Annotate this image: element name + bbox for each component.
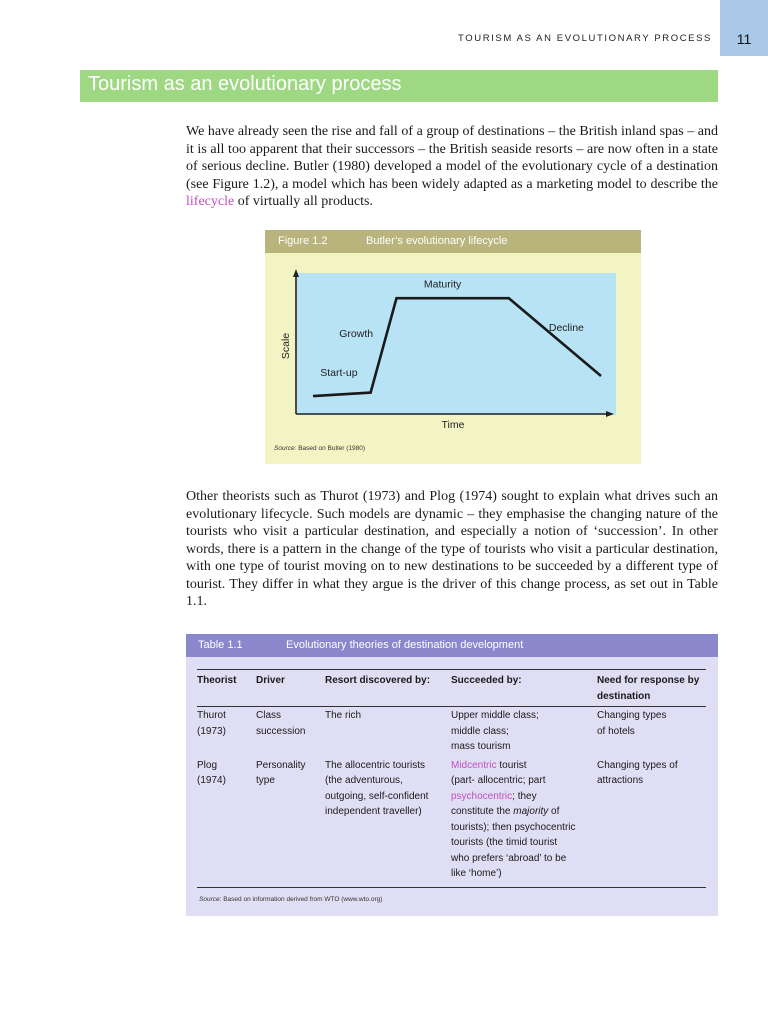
cell-line: (1973): [197, 725, 226, 737]
cell-line: Personality: [256, 759, 306, 771]
table-header: [186, 634, 718, 657]
section-heading-bar: [80, 70, 718, 102]
cell-line: succession: [256, 725, 306, 737]
body-paragraph-1: [186, 123, 718, 211]
cell-need: [597, 758, 706, 882]
source-prefix: Source: [274, 445, 295, 452]
lifecycle-chart: [265, 264, 641, 444]
source-text: : Based on Butler (1980): [294, 445, 366, 452]
cell-line: Thurot: [197, 710, 226, 721]
table-1-1: [186, 634, 718, 916]
column-header-succeeded: Succeeded by:: [451, 675, 522, 686]
table-bottom-rule: [197, 887, 706, 888]
source-text: : Based on information derived from WTO (www.wto.org): [219, 896, 383, 903]
page-number-tab: [720, 0, 768, 56]
cell-theorist: [197, 708, 256, 755]
table-source: [199, 896, 382, 903]
cell-line: middle class;: [451, 725, 509, 737]
cell-text: tourist: [496, 759, 527, 771]
paragraph-text: We have already seen the rise and fall of a group of destinations – the British inland spas – and it is all too apparent that their successors – the British seaside resorts – are now often in a state of serious decline. Butler (1980) developed a model of the evolutionary cycle of a destination (see Figure 1.2), a model which has been widely adapted as a marketing model to describe the: [186, 124, 718, 192]
cell-line: Class: [256, 710, 282, 721]
cell-line: mass tourism: [451, 741, 511, 752]
column-header-resort: Resort discovered by:: [325, 675, 431, 686]
midcentric-term: Midcentric: [451, 759, 497, 771]
cell-text: ; they: [512, 790, 537, 802]
cell-line: [451, 804, 593, 820]
table-title: Evolutionary theories of destination development: [286, 639, 524, 651]
cell-line: (1974): [197, 775, 226, 786]
cell-line: independent traveller): [325, 806, 422, 817]
cell-succeeded: [451, 758, 597, 882]
cell-line: (part- allocentric; part: [451, 775, 546, 786]
psychocentric-term: psychocentric: [451, 790, 513, 802]
x-axis-label: Time: [441, 419, 465, 431]
column-header-theorist: Theorist: [197, 675, 237, 686]
stage-label: Maturity: [423, 278, 462, 291]
figure-header: [265, 230, 641, 253]
table-label: Table 1.1: [198, 639, 243, 651]
cell-line: Plog: [197, 759, 218, 771]
table-row: [197, 755, 706, 882]
page-number: 11: [736, 31, 752, 47]
stage-label: Start-up: [320, 367, 358, 379]
emphasis-majority: majority: [513, 806, 549, 817]
figure-source: [274, 445, 365, 452]
paragraph-text: of virtually all products.: [234, 194, 373, 209]
cell-resort: [325, 708, 451, 755]
body-paragraph-2: Other theorists such as Thurot (1973) and Plog (1974) sought to explain what drives such an evolutionary lifecycle. Such models are dynamic – they emphasise the changing nature of the tourists who visit a particular destination, and especially a notion of ‘succession’. In other words, there is a pattern in the change of the type of tourists who visit a particular destination, with one type of tourist moving on to new destinations to be succeeded by a different type of tourist. They differ in what they argue is the driver of this change process, as set out in Table 1.1.: [186, 489, 718, 609]
cell-line: type: [256, 775, 275, 786]
cell-line: [451, 789, 593, 805]
source-prefix: Source: [199, 896, 220, 903]
cell-line: outgoing, self-confident: [325, 790, 429, 802]
column-header-need: Need for response by destination: [597, 675, 700, 702]
cell-line: Upper middle class;: [451, 710, 539, 721]
figure-label: Figure 1.2: [278, 235, 328, 247]
y-axis-label: Scale: [280, 332, 292, 360]
cell-line: who prefers ‘abroad’ to be: [451, 852, 567, 864]
lifecycle-link[interactable]: lifecycle: [186, 194, 235, 209]
cell-succeeded: [451, 708, 597, 755]
cell-line: [451, 758, 593, 774]
cell-line: tourists); then psychocentric: [451, 821, 576, 833]
section-title: Tourism as an evolutionary process: [88, 73, 402, 95]
cell-driver: [256, 708, 325, 755]
cell-need: [597, 708, 706, 755]
cell-line: (the adventurous,: [325, 775, 403, 786]
table-grid: [197, 669, 706, 888]
column-header-driver: Driver: [256, 675, 285, 686]
figure-title: Butler’s evolutionary lifecycle: [366, 235, 508, 247]
cell-text: of: [548, 806, 560, 817]
cell-line: tourists (the timid tourist: [451, 837, 558, 848]
stage-label: Growth: [339, 328, 374, 341]
cell-line: of hotels: [597, 725, 635, 737]
cell-line: like ‘home’): [451, 868, 502, 879]
running-head: TOURISM AS AN EVOLUTIONARY PROCESS: [458, 33, 712, 44]
cell-line: Changing types: [597, 710, 667, 721]
cell-line: Changing types of: [597, 759, 678, 771]
cell-line: The allocentric tourists: [325, 759, 426, 771]
cell-line: attractions: [597, 775, 644, 786]
table-header-row: [197, 669, 706, 707]
stage-label: Decline: [548, 322, 584, 335]
figure-1-2: [265, 230, 641, 464]
table-row: [197, 707, 706, 755]
cell-theorist: [197, 758, 256, 882]
cell-resort: [325, 758, 451, 882]
cell-text: constitute the: [451, 806, 514, 817]
cell-driver: [256, 758, 325, 882]
cell-line: The rich: [325, 710, 362, 721]
